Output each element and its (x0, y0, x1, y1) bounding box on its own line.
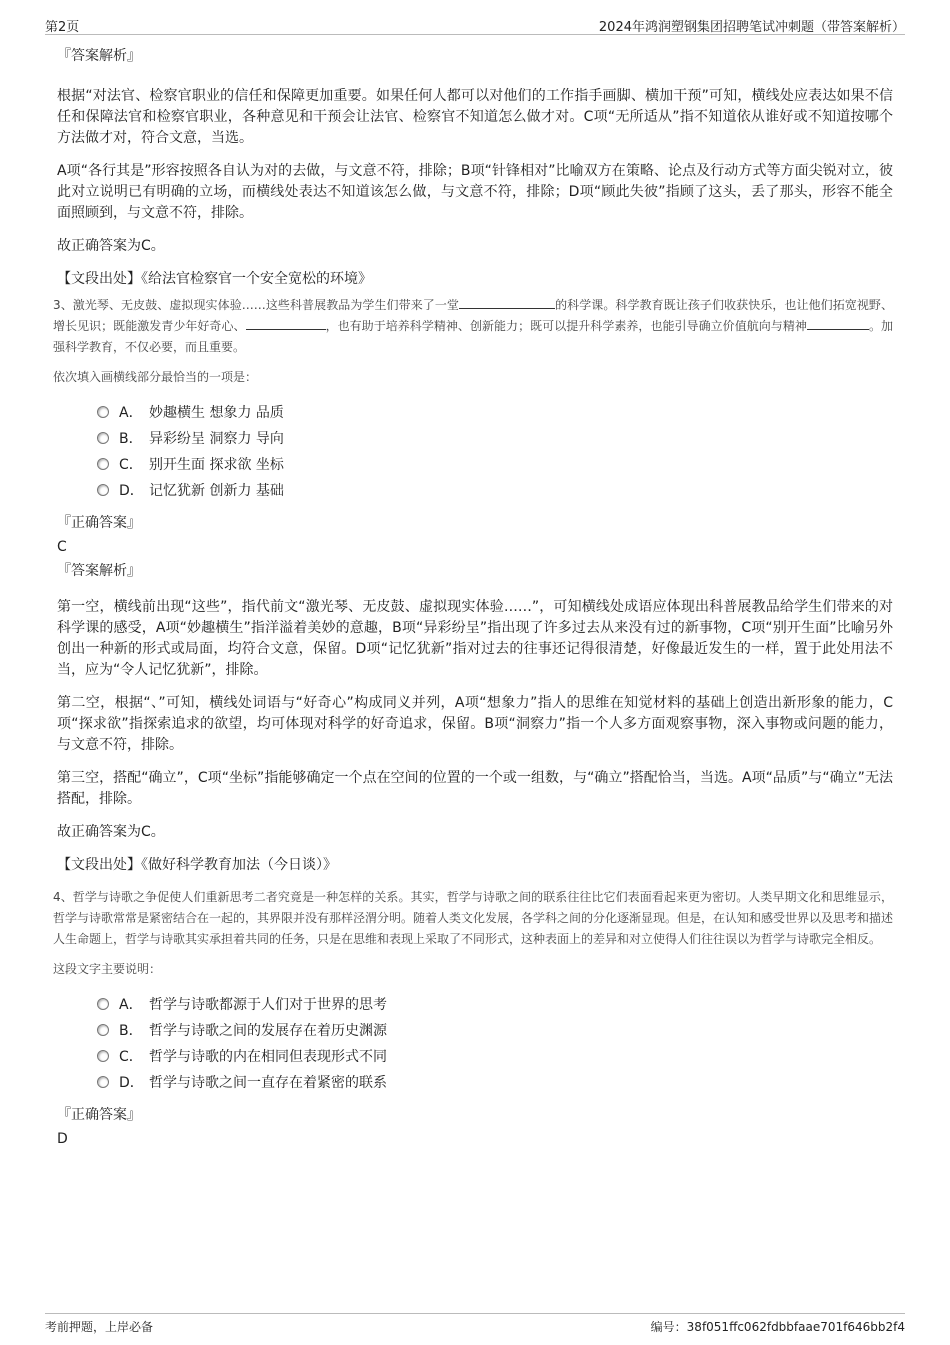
option-c[interactable] (97, 451, 893, 477)
radio-button-icon[interactable] (97, 1076, 109, 1088)
question-4-prompt: 这段文字主要说明： (53, 962, 162, 976)
option-b[interactable] (97, 425, 893, 451)
option-a[interactable] (97, 399, 893, 425)
option-letter: B． (119, 431, 143, 447)
radio-button-icon[interactable] (97, 998, 109, 1010)
radio-button-icon[interactable] (97, 432, 109, 444)
analysis-paragraph: 第三空，搭配“确立”，C项“坐标”指能够确定一个点在空间的位置的一个或一组数，与“确立”搭配恰当，当选。A项“品质”与“确立”无法搭配，排除。 (57, 770, 893, 807)
option-d[interactable] (97, 1069, 893, 1095)
correct-answer-label: 『正确答案』 (57, 1107, 141, 1123)
option-letter: D． (119, 483, 144, 499)
option-letter: C． (119, 1049, 143, 1065)
analysis-paragraph: 根据“对法官、检察官职业的信任和保障更加重要。如果任何人都可以对他们的工作指手画脚、横加干预”可知，横线处应表达如果不信任和保障法官和检察官职业，各种意见和干预会让法官、检察官不知道怎么做才对。C项“无所适从”指不知道依从谁好或不知道按哪个方法做才对，符合文意，当选。 (57, 88, 893, 146)
question-3-text: 3、激光琴、无皮鼓、虚拟现实体验……这些科普展教品为学生们带来了一堂 的科学课。科学教育既让孩子们收获快乐，也让他们拓宽视野、增长见识；既能激发青少年好奇心、 ，也有助于培养科学精神、创新能力；既可以提升科学素养，也能引导确立价值航向与精神 。加强科学教育，不仅必要，而且重要。 (53, 298, 893, 354)
option-letter: A． (119, 405, 143, 421)
option-text: 别开生面 探求欲 坐标 (149, 457, 284, 473)
option-b[interactable] (97, 1017, 893, 1043)
option-letter: D． (119, 1075, 144, 1091)
analysis-paragraph: 第二空，根据“、”可知，横线处词语与“好奇心”构成同义并列，A项“想象力”指人的思维在知觉材料的基础上创造出新形象的能力，C项“探求欲”指探索追求的欲望，均可体现对科学的好奇追求，保留。B项“洞察力”指一个人多方面观察事物，深入事物或问题的能力，与文意不符，排除。 (57, 695, 893, 753)
question-4-options (97, 991, 893, 1095)
correct-answer-label: 『正确答案』 (57, 515, 141, 531)
question-4-text: 4、哲学与诗歌之争促使人们重新思考二者究竟是一种怎样的关系。其实，哲学与诗歌之间的联系往往比它们表面看起来更为密切。人类早期文化和思维显示，哲学与诗歌常常是紧密结合在一起的，其界限并没有那样泾渭分明。随着人类文化发展，各学科之间的分化逐渐显现。但是，在认知和感受世界以及思考和描述人生命题上，哲学与诗歌其实承担着共同的任务，只是在思维和表现上采取了不同形式，这种表面上的差异和对立使得人们往往误以为哲学与诗歌完全相反。 (53, 890, 894, 946)
radio-button-icon[interactable] (97, 458, 109, 470)
option-letter: B． (119, 1023, 143, 1039)
option-d[interactable] (97, 477, 893, 503)
source-citation: 【文段出处】《做好科学教育加法（今日谈）》 (57, 857, 337, 873)
fill-blank-3 (807, 317, 869, 330)
document-body (53, 40, 894, 1153)
radio-button-icon[interactable] (97, 484, 109, 496)
document-title: 2024年鸿润塑钢集团招聘笔试冲刺题（带答案解析） (598, 20, 905, 35)
analysis-conclusion: 故正确答案为C。 (57, 824, 165, 840)
option-letter: A． (119, 997, 143, 1013)
page-footer (45, 1313, 905, 1334)
analysis-paragraph: A项“各行其是”形容按照各自认为对的去做，与文意不符，排除；B项“针锋相对”比喻双方在策略、论点及行动方式等方面尖锐对立，彼此对立说明已有明确的立场，而横线处表达不知道该怎么做，与文意不符，排除；D项“顾此失彼”指顾了这头，丢了那头，形容不能全面照顾到，与文意不符，排除。 (57, 163, 893, 221)
footer-slogan: 考前押题，上岸必备 (45, 1320, 154, 1334)
analysis-label: 『答案解析』 (57, 48, 141, 64)
page-number: 第2页 (45, 20, 80, 35)
analysis-label: 『答案解析』 (57, 563, 141, 579)
page-header (45, 14, 905, 35)
analysis-conclusion: 故正确答案为C。 (57, 238, 165, 254)
option-text: 哲学与诗歌之间的发展存在着历史渊源 (149, 1023, 387, 1039)
radio-button-icon[interactable] (97, 406, 109, 418)
correct-answer: D (57, 1131, 68, 1147)
document-serial: 编号：38f051ffc062fdbbfaae701f646bb2f4 (650, 1320, 905, 1334)
option-text: 异彩纷呈 洞察力 导向 (149, 431, 284, 447)
option-text: 哲学与诗歌的内在相同但表现形式不同 (149, 1049, 387, 1065)
source-citation: 【文段出处】《给法官检察官一个安全宽松的环境》 (57, 271, 372, 287)
option-text: 哲学与诗歌都源于人们对于世界的思考 (149, 997, 387, 1013)
radio-button-icon[interactable] (97, 1050, 109, 1062)
correct-answer: C (57, 539, 67, 555)
fill-blank-2 (246, 317, 326, 330)
option-c[interactable] (97, 1043, 893, 1069)
fill-blank-1 (459, 296, 555, 309)
radio-button-icon[interactable] (97, 1024, 109, 1036)
option-text: 记忆犹新 创新力 基础 (149, 483, 284, 499)
question-3-options (97, 399, 893, 503)
analysis-paragraph: 第一空，横线前出现“这些”，指代前文“激光琴、无皮鼓、虚拟现实体验……”，可知横线处成语应体现出科普展教品给学生们带来的对科学课的感受，A项“妙趣横生”指洋溢着美妙的意趣，B项“异彩纷呈”指出现了许多过去从来没有过的新事物，C项“别开生面”比喻另外创出一种新的形式或局面，均符合文意，保留。D项“记忆犹新”指对过去的往事还记得很清楚，好像最近发生的一样，置于此处用法不当，应为“令人记忆犹新”，排除。 (57, 599, 893, 678)
option-a[interactable] (97, 991, 893, 1017)
option-text: 哲学与诗歌之间一直存在着紧密的联系 (149, 1075, 387, 1091)
question-3-prompt: 依次填入画横线部分最恰当的一项是： (53, 370, 258, 384)
option-text: 妙趣横生 想象力 品质 (149, 405, 284, 421)
option-letter: C． (119, 457, 143, 473)
